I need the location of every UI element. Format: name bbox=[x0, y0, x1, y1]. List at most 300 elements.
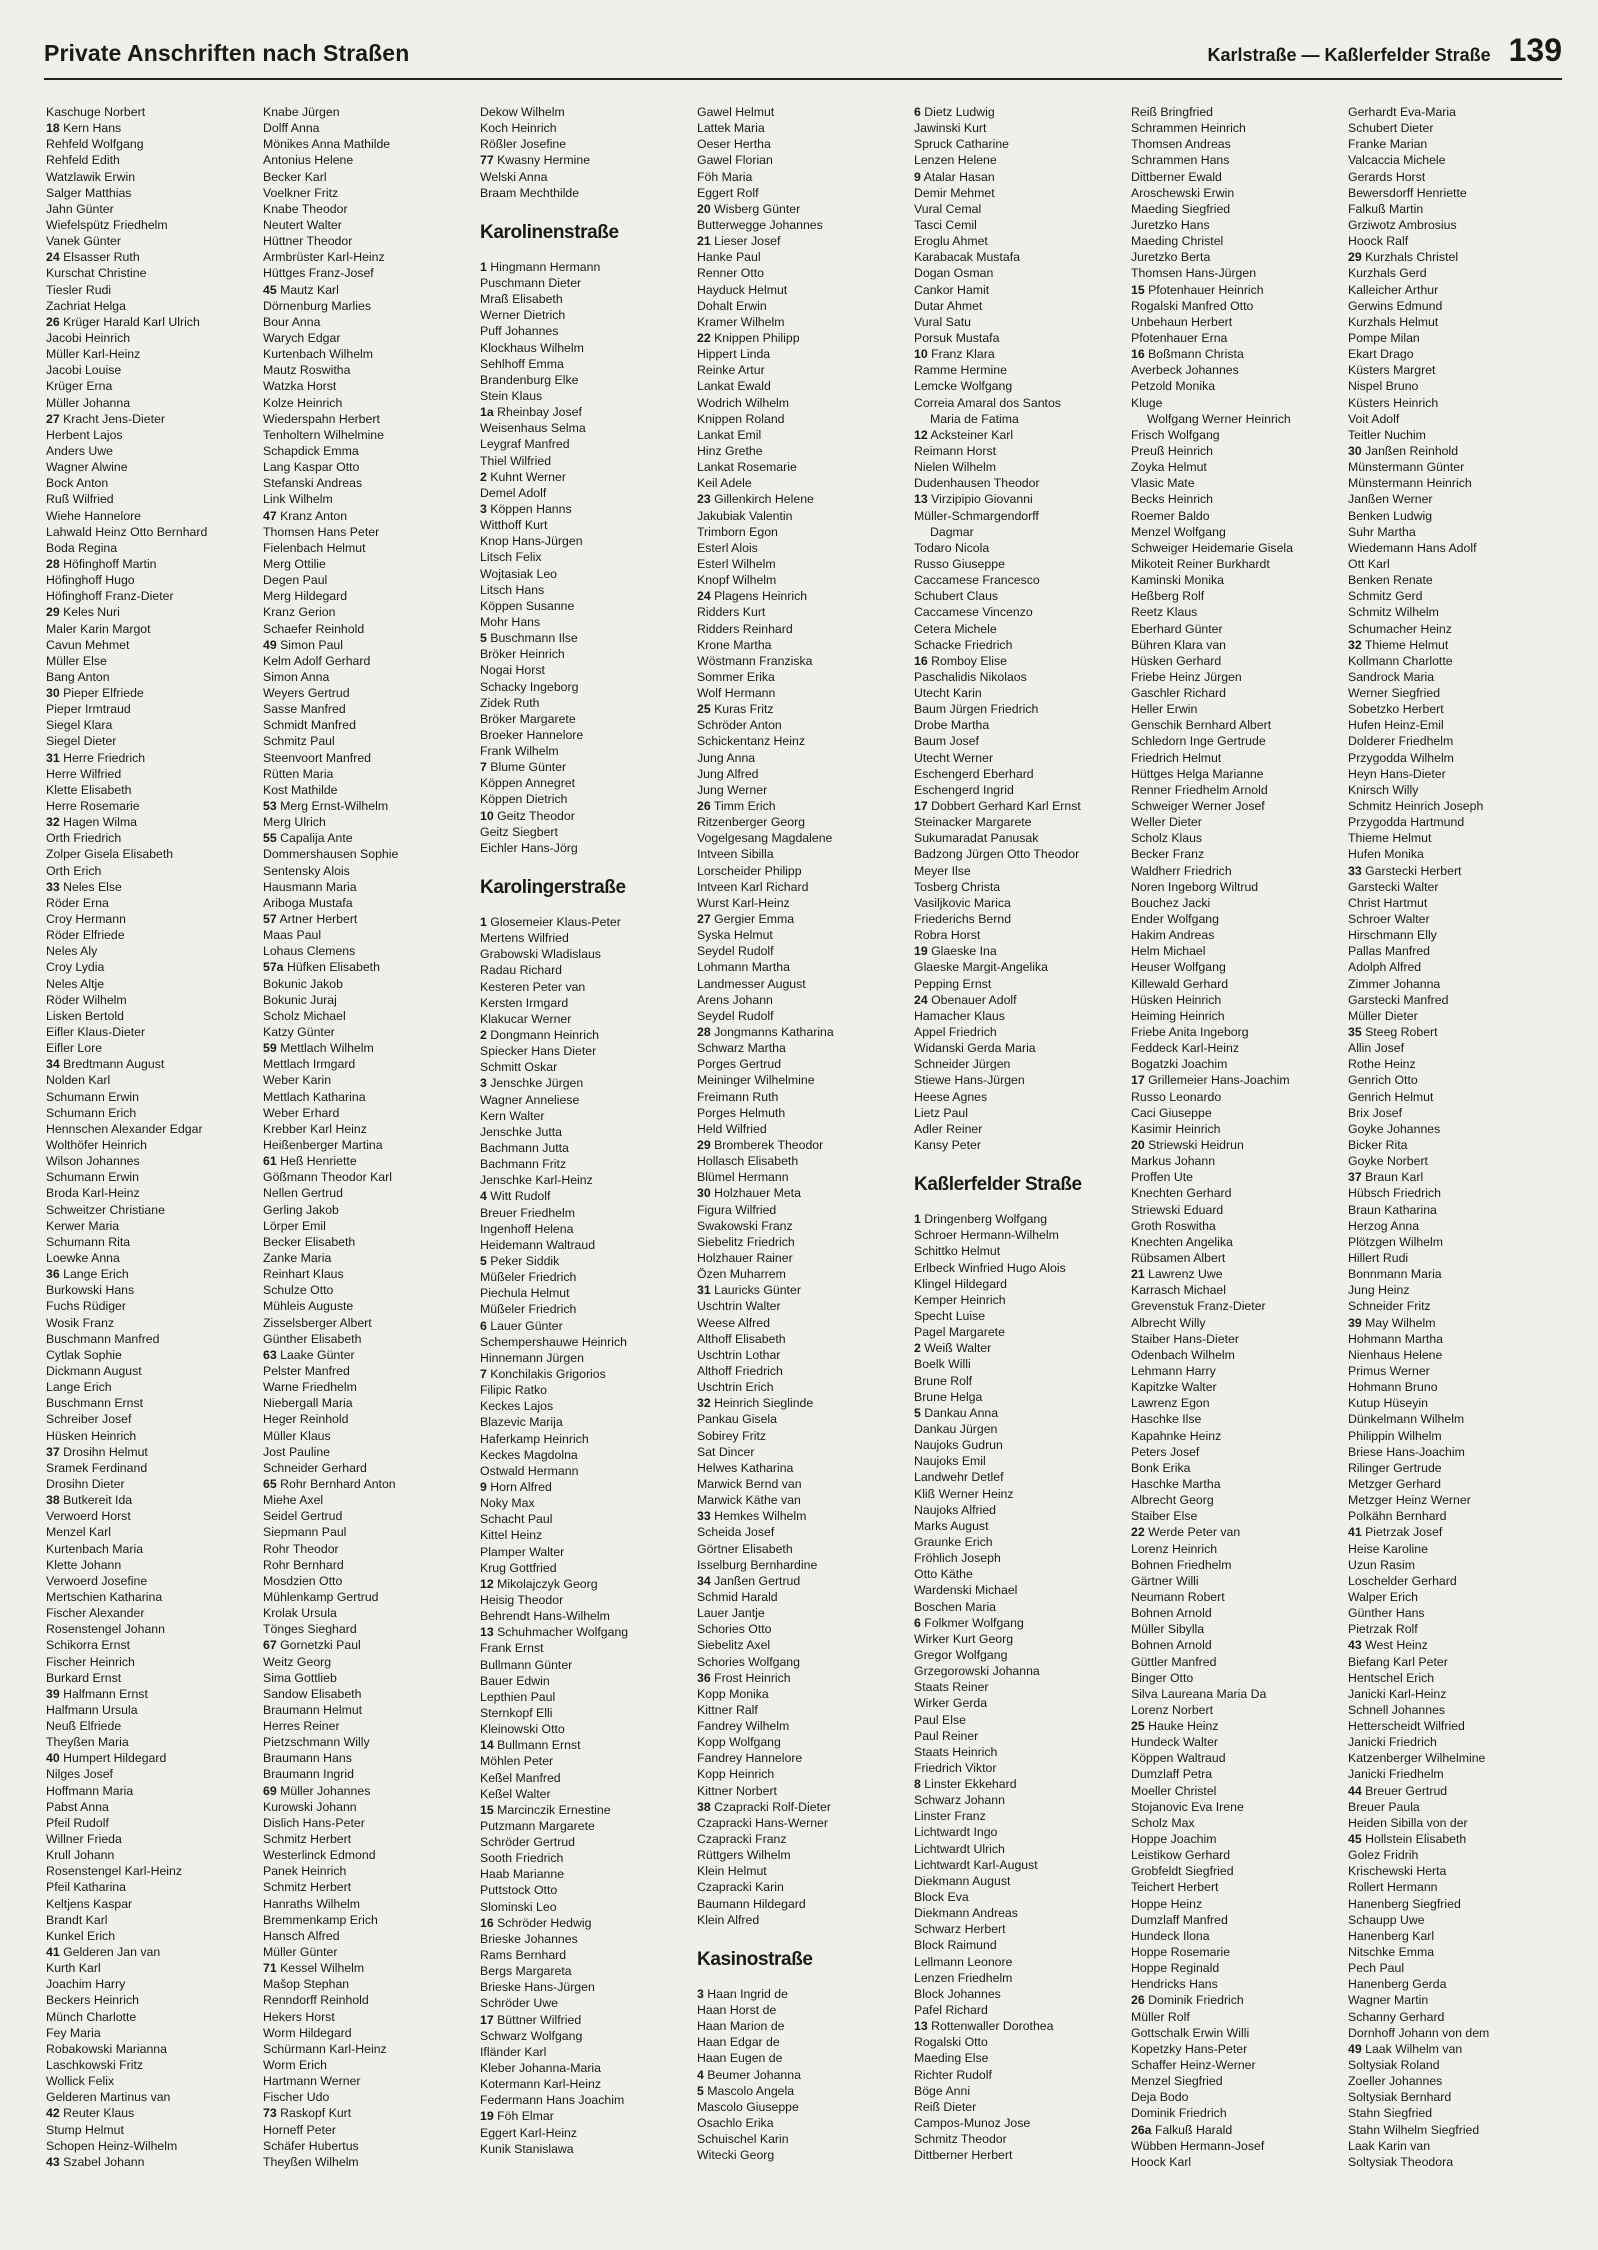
resident-entry bbox=[697, 830, 914, 846]
resident-name: Herre Friedrich bbox=[63, 750, 146, 765]
house-number: 67 bbox=[263, 1638, 277, 1653]
resident-entry bbox=[480, 1382, 697, 1398]
resident-name: Müller Else bbox=[46, 653, 107, 668]
resident-name: Glaeske Margit-Angelika bbox=[914, 960, 1048, 975]
resident-name: Vogelgesang Magdalene bbox=[697, 831, 833, 846]
resident-name: Przygodda Hartmund bbox=[1348, 815, 1465, 830]
resident-name: Friederichs Bernd bbox=[914, 912, 1012, 927]
resident-entry bbox=[46, 282, 263, 298]
resident-name: Schittko Helmut bbox=[914, 1244, 1001, 1259]
house-number: 21 bbox=[1131, 1267, 1145, 1282]
resident-name: Schaefer Reinhold bbox=[263, 621, 365, 636]
resident-name: Stump Helmut bbox=[46, 2122, 124, 2137]
resident-name: Heiming Heinrich bbox=[1131, 1008, 1225, 1023]
resident-name: Merg Ottilie bbox=[263, 556, 326, 571]
resident-name: Lankat Emil bbox=[697, 427, 762, 442]
resident-name: Pieper Elfriede bbox=[63, 686, 144, 701]
resident-entry bbox=[1348, 1476, 1565, 1492]
resident-name: Schneider Gerhard bbox=[263, 1460, 367, 1475]
resident-entry bbox=[1348, 750, 1565, 766]
resident-name: Rohr Theodor bbox=[263, 1541, 339, 1556]
resident-name: Beumer Johanna bbox=[707, 2067, 801, 2082]
resident-entry bbox=[1348, 976, 1565, 992]
resident-entry bbox=[480, 1188, 697, 1204]
resident-entry bbox=[697, 1266, 914, 1282]
resident-entry bbox=[1348, 2154, 1565, 2170]
resident-name: Fischer Alexander bbox=[46, 1606, 145, 1621]
resident-entry bbox=[914, 362, 1131, 378]
resident-entry bbox=[46, 685, 263, 701]
resident-name: Primus Werner bbox=[1348, 1363, 1430, 1378]
resident-entry bbox=[1131, 152, 1348, 168]
resident-entry bbox=[1348, 2122, 1565, 2138]
resident-name: Schubert Claus bbox=[914, 589, 999, 604]
resident-entry bbox=[263, 1896, 480, 1912]
resident-entry bbox=[1348, 604, 1565, 620]
resident-entry bbox=[1131, 2138, 1348, 2154]
house-number: 9 bbox=[914, 169, 921, 184]
directory-columns bbox=[46, 104, 1578, 2230]
resident-entry bbox=[46, 298, 263, 314]
resident-name: Renndorff Reinhold bbox=[263, 1993, 369, 2008]
resident-entry bbox=[1348, 1040, 1565, 1056]
resident-entry bbox=[480, 679, 697, 695]
resident-entry bbox=[480, 136, 697, 152]
resident-name: Croy Lydia bbox=[46, 960, 105, 975]
house-number: 24 bbox=[914, 992, 928, 1007]
house-number: 26 bbox=[1131, 1993, 1145, 2008]
resident-name: Steeg Robert bbox=[1365, 1025, 1438, 1040]
resident-name: Röder Erna bbox=[46, 895, 109, 910]
resident-name: Ridders Reinhard bbox=[697, 621, 793, 636]
resident-name: Jongmanns Katharina bbox=[714, 1025, 834, 1040]
resident-name: Heuser Wolfgang bbox=[1131, 960, 1226, 975]
resident-name: Kemper Heinrich bbox=[914, 1292, 1006, 1307]
resident-name: Wübben Hermann-Josef bbox=[1131, 2138, 1265, 2153]
resident-name: Simon Paul bbox=[280, 637, 343, 652]
resident-entry bbox=[46, 782, 263, 798]
resident-entry bbox=[46, 2122, 263, 2138]
resident-entry bbox=[1348, 830, 1565, 846]
resident-entry bbox=[1131, 604, 1348, 620]
house-number: 24 bbox=[46, 250, 60, 265]
resident-name: Feddeck Karl-Heinz bbox=[1131, 1041, 1239, 1056]
resident-entry bbox=[697, 1379, 914, 1395]
house-number: 27 bbox=[697, 912, 711, 927]
resident-name: Laake Günter bbox=[280, 1347, 355, 1362]
resident-name: Rosenstengel Johann bbox=[46, 1622, 165, 1637]
resident-name: Pelster Manfred bbox=[263, 1363, 350, 1378]
resident-entry bbox=[1348, 169, 1565, 185]
resident-entry bbox=[263, 814, 480, 830]
resident-name: Albrecht Georg bbox=[1131, 1493, 1214, 1508]
resident-name: Jenschke Jürgen bbox=[490, 1076, 584, 1091]
resident-name: Keßel Manfred bbox=[480, 1770, 561, 1785]
resident-entry bbox=[480, 372, 697, 388]
resident-name: Fielenbach Helmut bbox=[263, 540, 366, 555]
resident-name: Maler Karin Margot bbox=[46, 621, 151, 636]
resident-entry bbox=[697, 895, 914, 911]
resident-name: Bewersdorff Henriette bbox=[1348, 185, 1467, 200]
resident-entry bbox=[1348, 152, 1565, 168]
resident-entry bbox=[697, 459, 914, 475]
resident-name: Lattek Maria bbox=[697, 121, 765, 136]
resident-entry bbox=[914, 2131, 1131, 2147]
resident-entry bbox=[263, 1395, 480, 1411]
resident-name: Czapracki Franz bbox=[697, 1832, 787, 1847]
resident-entry bbox=[480, 930, 697, 946]
resident-entry bbox=[263, 1444, 480, 1460]
resident-entry bbox=[1348, 1605, 1565, 1621]
resident-name: Jenschke Jutta bbox=[480, 1124, 563, 1139]
resident-name: Haan Marion de bbox=[697, 2019, 785, 2034]
resident-name: Dongmann Heinrich bbox=[490, 1028, 599, 1043]
house-number: 61 bbox=[263, 1154, 277, 1169]
resident-name: Röder Elfriede bbox=[46, 928, 125, 943]
resident-entry bbox=[263, 475, 480, 491]
resident-entry bbox=[263, 1573, 480, 1589]
resident-entry bbox=[480, 630, 697, 646]
house-number: 59 bbox=[263, 1041, 277, 1056]
resident-name: Frank Wilhelm bbox=[480, 744, 559, 759]
resident-entry bbox=[46, 1637, 263, 1653]
resident-entry bbox=[46, 1589, 263, 1605]
resident-entry bbox=[263, 1185, 480, 1201]
resident-entry bbox=[46, 1960, 263, 1976]
resident-entry bbox=[1131, 556, 1348, 572]
resident-name: Drosihn Dieter bbox=[46, 1476, 125, 1491]
resident-entry bbox=[46, 1137, 263, 1153]
house-number: 33 bbox=[697, 1509, 711, 1524]
resident-entry bbox=[914, 1421, 1131, 1437]
house-number: 37 bbox=[1348, 1170, 1362, 1185]
resident-name: Porges Helmuth bbox=[697, 1105, 786, 1120]
resident-entry bbox=[697, 1040, 914, 1056]
resident-entry bbox=[480, 1866, 697, 1882]
resident-entry bbox=[914, 185, 1131, 201]
resident-name: Thiel Wilfried bbox=[480, 453, 552, 468]
resident-name: Leistikow Gerhard bbox=[1131, 1848, 1231, 1863]
resident-name: Juretzko Berta bbox=[1131, 250, 1211, 265]
resident-name: Hamacher Klaus bbox=[914, 1008, 1005, 1023]
resident-entry bbox=[263, 201, 480, 217]
resident-entry bbox=[263, 701, 480, 717]
resident-entry bbox=[914, 330, 1131, 346]
resident-name: Hüsken Heinrich bbox=[1131, 992, 1222, 1007]
resident-name: Brieske Hans-Jürgen bbox=[480, 1980, 595, 1995]
resident-entry bbox=[697, 1750, 914, 1766]
resident-entry bbox=[263, 895, 480, 911]
resident-name: Odenbach Wilhelm bbox=[1131, 1347, 1235, 1362]
resident-name: Dringenberg Wolfgang bbox=[924, 1212, 1048, 1227]
resident-entry bbox=[480, 1673, 697, 1689]
resident-entry bbox=[46, 1524, 263, 1540]
resident-entry bbox=[46, 185, 263, 201]
resident-name: Heinrich Sieglinde bbox=[714, 1396, 814, 1411]
house-number: 45 bbox=[263, 282, 277, 297]
resident-name: Stojanovic Eva Irene bbox=[1131, 1799, 1244, 1814]
resident-entry bbox=[914, 1776, 1131, 1792]
house-number: 4 bbox=[480, 1189, 487, 1204]
house-number: 25 bbox=[1131, 1719, 1145, 1734]
resident-entry bbox=[697, 282, 914, 298]
resident-entry bbox=[1131, 2089, 1348, 2105]
resident-entry bbox=[1131, 669, 1348, 685]
resident-name: Grevenstuk Franz-Dieter bbox=[1131, 1299, 1266, 1314]
resident-name: Uschtrin Erich bbox=[697, 1380, 774, 1395]
resident-name: Hinnemann Jürgen bbox=[480, 1350, 584, 1365]
resident-name: Intveen Sibilla bbox=[697, 847, 774, 862]
resident-name: Tosberg Christa bbox=[914, 879, 1001, 894]
resident-name: Kapahnke Heinz bbox=[1131, 1428, 1222, 1443]
resident-name: Röder Wilhelm bbox=[46, 992, 127, 1007]
resident-name: Günther Hans bbox=[1348, 1606, 1425, 1621]
resident-name: Renner Friedhelm Arnold bbox=[1131, 782, 1268, 797]
resident-entry bbox=[46, 798, 263, 814]
resident-name: Federmann Hans Joachim bbox=[480, 2093, 625, 2108]
resident-entry bbox=[480, 1463, 697, 1479]
resident-name: Lörper Emil bbox=[263, 1218, 326, 1233]
resident-name: Hoock Karl bbox=[1131, 2154, 1192, 2169]
resident-name: Adolph Alfred bbox=[1348, 960, 1422, 975]
resident-name: Heiden Sibilla von der bbox=[1348, 1815, 1468, 1830]
resident-name: Warych Edgar bbox=[263, 330, 341, 345]
resident-entry bbox=[1348, 1298, 1565, 1314]
resident-name: Pepping Ernst bbox=[914, 976, 992, 991]
resident-entry bbox=[46, 943, 263, 959]
resident-name: Eichler Hans-Jörg bbox=[480, 840, 578, 855]
resident-entry bbox=[697, 362, 914, 378]
resident-entry bbox=[1348, 1169, 1565, 1185]
resident-entry bbox=[697, 1896, 914, 1912]
resident-name: Müßeler Friedrich bbox=[480, 1302, 577, 1317]
resident-entry bbox=[697, 604, 914, 620]
resident-name: Lankat Ewald bbox=[697, 379, 771, 394]
resident-entry bbox=[1131, 282, 1348, 298]
resident-name: Braumann Ingrid bbox=[263, 1767, 354, 1782]
resident-name: Biefang Karl Peter bbox=[1348, 1654, 1448, 1669]
resident-entry bbox=[480, 169, 697, 185]
resident-name: Brune Rolf bbox=[914, 1373, 973, 1388]
resident-entry bbox=[480, 1011, 697, 1027]
resident-entry bbox=[697, 2050, 914, 2066]
resident-name: Wagner Anneliese bbox=[480, 1092, 580, 1107]
resident-entry bbox=[263, 943, 480, 959]
resident-name: Genrich Otto bbox=[1348, 1073, 1418, 1088]
resident-name: Becker Elisabeth bbox=[263, 1234, 356, 1249]
resident-entry bbox=[697, 863, 914, 879]
house-number: 65 bbox=[263, 1476, 277, 1491]
resident-entry bbox=[263, 782, 480, 798]
resident-entry bbox=[263, 120, 480, 136]
resident-name: Schapdick Emma bbox=[263, 443, 359, 458]
resident-name: Wolf Hermann bbox=[697, 686, 776, 701]
resident-entry bbox=[263, 1347, 480, 1363]
resident-name: Friebe Anita Ingeborg bbox=[1131, 1025, 1249, 1040]
resident-entry bbox=[46, 1557, 263, 1573]
resident-name: Schmitz Gerd bbox=[1348, 589, 1423, 604]
resident-entry bbox=[263, 298, 480, 314]
resident-entry bbox=[263, 637, 480, 653]
resident-entry bbox=[697, 491, 914, 507]
resident-entry bbox=[1131, 1541, 1348, 1557]
resident-name: Schledorn Inge Gertrude bbox=[1131, 734, 1266, 749]
resident-entry bbox=[914, 798, 1131, 814]
resident-entry bbox=[263, 1637, 480, 1653]
resident-entry bbox=[1131, 572, 1348, 588]
resident-entry bbox=[263, 653, 480, 669]
resident-entry bbox=[46, 1847, 263, 1863]
resident-name: Keckes Magdolna bbox=[480, 1447, 578, 1462]
resident-entry bbox=[1348, 1928, 1565, 1944]
resident-entry bbox=[480, 185, 697, 201]
house-number: 34 bbox=[46, 1057, 60, 1072]
resident-name: Schröder Uwe bbox=[480, 1996, 558, 2011]
resident-entry bbox=[1131, 1379, 1348, 1395]
house-number: 14 bbox=[480, 1738, 494, 1753]
entry-continuation bbox=[1131, 411, 1348, 427]
resident-entry bbox=[1348, 927, 1565, 943]
resident-entry bbox=[1348, 1896, 1565, 1912]
resident-entry bbox=[480, 1931, 697, 1947]
house-number: 27 bbox=[46, 411, 60, 426]
resident-entry bbox=[263, 1992, 480, 2008]
house-number: 69 bbox=[263, 1783, 277, 1798]
resident-entry bbox=[1348, 621, 1565, 637]
resident-name: Müller Johannes bbox=[280, 1783, 371, 1798]
resident-name: Hekers Horst bbox=[263, 2009, 335, 2024]
resident-name: Hauke Heinz bbox=[1148, 1719, 1219, 1734]
resident-entry bbox=[1348, 1879, 1565, 1895]
resident-entry bbox=[46, 1363, 263, 1379]
resident-name: Becker Franz bbox=[1131, 847, 1205, 862]
resident-entry bbox=[1348, 1250, 1565, 1266]
resident-entry bbox=[46, 346, 263, 362]
resident-name: Rohr Bernhard bbox=[263, 1557, 344, 1572]
resident-name: Aroschewski Erwin bbox=[1131, 185, 1235, 200]
resident-entry bbox=[480, 598, 697, 614]
resident-name: Müller-Schmargendorff bbox=[914, 508, 1039, 523]
resident-name: Block Johannes bbox=[914, 1986, 1001, 2001]
resident-name: Kleber Johanna-Maria bbox=[480, 2061, 601, 2076]
resident-name: Lietz Paul bbox=[914, 1105, 969, 1120]
resident-entry bbox=[46, 1202, 263, 1218]
resident-entry bbox=[914, 249, 1131, 265]
resident-name: Heß Henriette bbox=[280, 1154, 357, 1169]
resident-entry bbox=[1131, 2073, 1348, 2089]
house-number: 38 bbox=[46, 1493, 60, 1508]
resident-name: Diekmann Andreas bbox=[914, 1906, 1018, 1921]
resident-name: Block Raimund bbox=[914, 1938, 997, 1953]
resident-entry bbox=[46, 2041, 263, 2057]
resident-entry bbox=[914, 508, 1131, 524]
resident-entry bbox=[1131, 1621, 1348, 1637]
resident-name: Dornhoff Johann von dem bbox=[1348, 2025, 1490, 2040]
resident-name: Gerards Horst bbox=[1348, 169, 1426, 184]
resident-entry bbox=[914, 1024, 1131, 1040]
resident-name: Groth Roswitha bbox=[1131, 1218, 1216, 1233]
resident-name: Föh Elmar bbox=[497, 2109, 554, 2124]
resident-name: Bock Anton bbox=[46, 476, 109, 491]
resident-name: Köppen Waltraud bbox=[1131, 1751, 1226, 1766]
resident-entry bbox=[480, 1156, 697, 1172]
resident-entry bbox=[697, 1766, 914, 1782]
resident-entry bbox=[697, 1411, 914, 1427]
resident-name: Schubert Dieter bbox=[1348, 121, 1434, 136]
resident-entry bbox=[1131, 621, 1348, 637]
resident-name: Staats Reiner bbox=[914, 1680, 989, 1695]
resident-name: Piechula Helmut bbox=[480, 1286, 570, 1301]
resident-name: Dumzlaff Manfred bbox=[1131, 1912, 1228, 1927]
resident-entry bbox=[480, 1205, 697, 1221]
resident-entry bbox=[1131, 169, 1348, 185]
header-right bbox=[1208, 32, 1563, 69]
resident-name: Althoff Friedrich bbox=[697, 1363, 783, 1378]
resident-name: Bröker Margarete bbox=[480, 711, 576, 726]
resident-entry bbox=[914, 895, 1131, 911]
resident-entry bbox=[263, 846, 480, 862]
resident-name: Degen Paul bbox=[263, 573, 328, 588]
resident-entry bbox=[263, 1605, 480, 1621]
resident-name: Rosenstengel Karl-Heinz bbox=[46, 1864, 183, 1879]
resident-entry bbox=[46, 1879, 263, 1895]
house-number: 13 bbox=[914, 2019, 928, 2034]
resident-name: Mühlenkamp Gertrud bbox=[263, 1589, 379, 1604]
resident-entry bbox=[914, 2147, 1131, 2163]
directory-column bbox=[697, 104, 914, 2230]
resident-name: Schaupp Uwe bbox=[1348, 1912, 1425, 1927]
resident-entry bbox=[46, 1056, 263, 1072]
resident-name: Kurzhals Christel bbox=[1365, 250, 1459, 265]
resident-name: Dommershausen Sophie bbox=[263, 847, 399, 862]
resident-entry bbox=[697, 1202, 914, 1218]
resident-name: Schuischel Karin bbox=[697, 2132, 789, 2147]
resident-name: Ritzenberger Georg bbox=[697, 815, 805, 830]
house-number: 23 bbox=[697, 492, 711, 507]
resident-entry bbox=[1131, 2009, 1348, 2025]
resident-entry bbox=[697, 1460, 914, 1476]
resident-entry bbox=[46, 1541, 263, 1557]
resident-name: Kurowski Johann bbox=[263, 1799, 357, 1814]
resident-entry bbox=[914, 1808, 1131, 1824]
resident-name: Staats Heinrich bbox=[914, 1744, 998, 1759]
resident-entry bbox=[263, 1492, 480, 1508]
resident-entry bbox=[263, 1912, 480, 1928]
resident-name: Kurzhals Gerd bbox=[1348, 266, 1427, 281]
resident-name: Worm Hildegard bbox=[263, 2025, 352, 2040]
resident-name: Schnell Johannes bbox=[1348, 1702, 1446, 1717]
resident-entry bbox=[263, 556, 480, 572]
house-number: 26 bbox=[46, 314, 60, 329]
house-number: 6 bbox=[914, 105, 921, 119]
resident-entry bbox=[1131, 1524, 1348, 1540]
resident-entry bbox=[46, 1573, 263, 1589]
resident-name: Köppen Annegret bbox=[480, 776, 576, 791]
resident-name: Witt Rudolf bbox=[490, 1189, 551, 1204]
resident-entry bbox=[480, 727, 697, 743]
resident-name: Schacht Paul bbox=[480, 1512, 553, 1527]
resident-entry bbox=[1131, 120, 1348, 136]
resident-name: Dolderer Friedhelm bbox=[1348, 734, 1454, 749]
resident-name: Sternkopf Elli bbox=[480, 1705, 553, 1720]
resident-entry bbox=[263, 282, 480, 298]
resident-entry bbox=[1348, 1863, 1565, 1879]
resident-entry bbox=[263, 1541, 480, 1557]
resident-name: Kopp Monika bbox=[697, 1686, 769, 1701]
resident-name: Watzlawik Erwin bbox=[46, 169, 136, 184]
resident-entry bbox=[697, 1218, 914, 1234]
resident-name: Mohr Hans bbox=[480, 614, 541, 629]
